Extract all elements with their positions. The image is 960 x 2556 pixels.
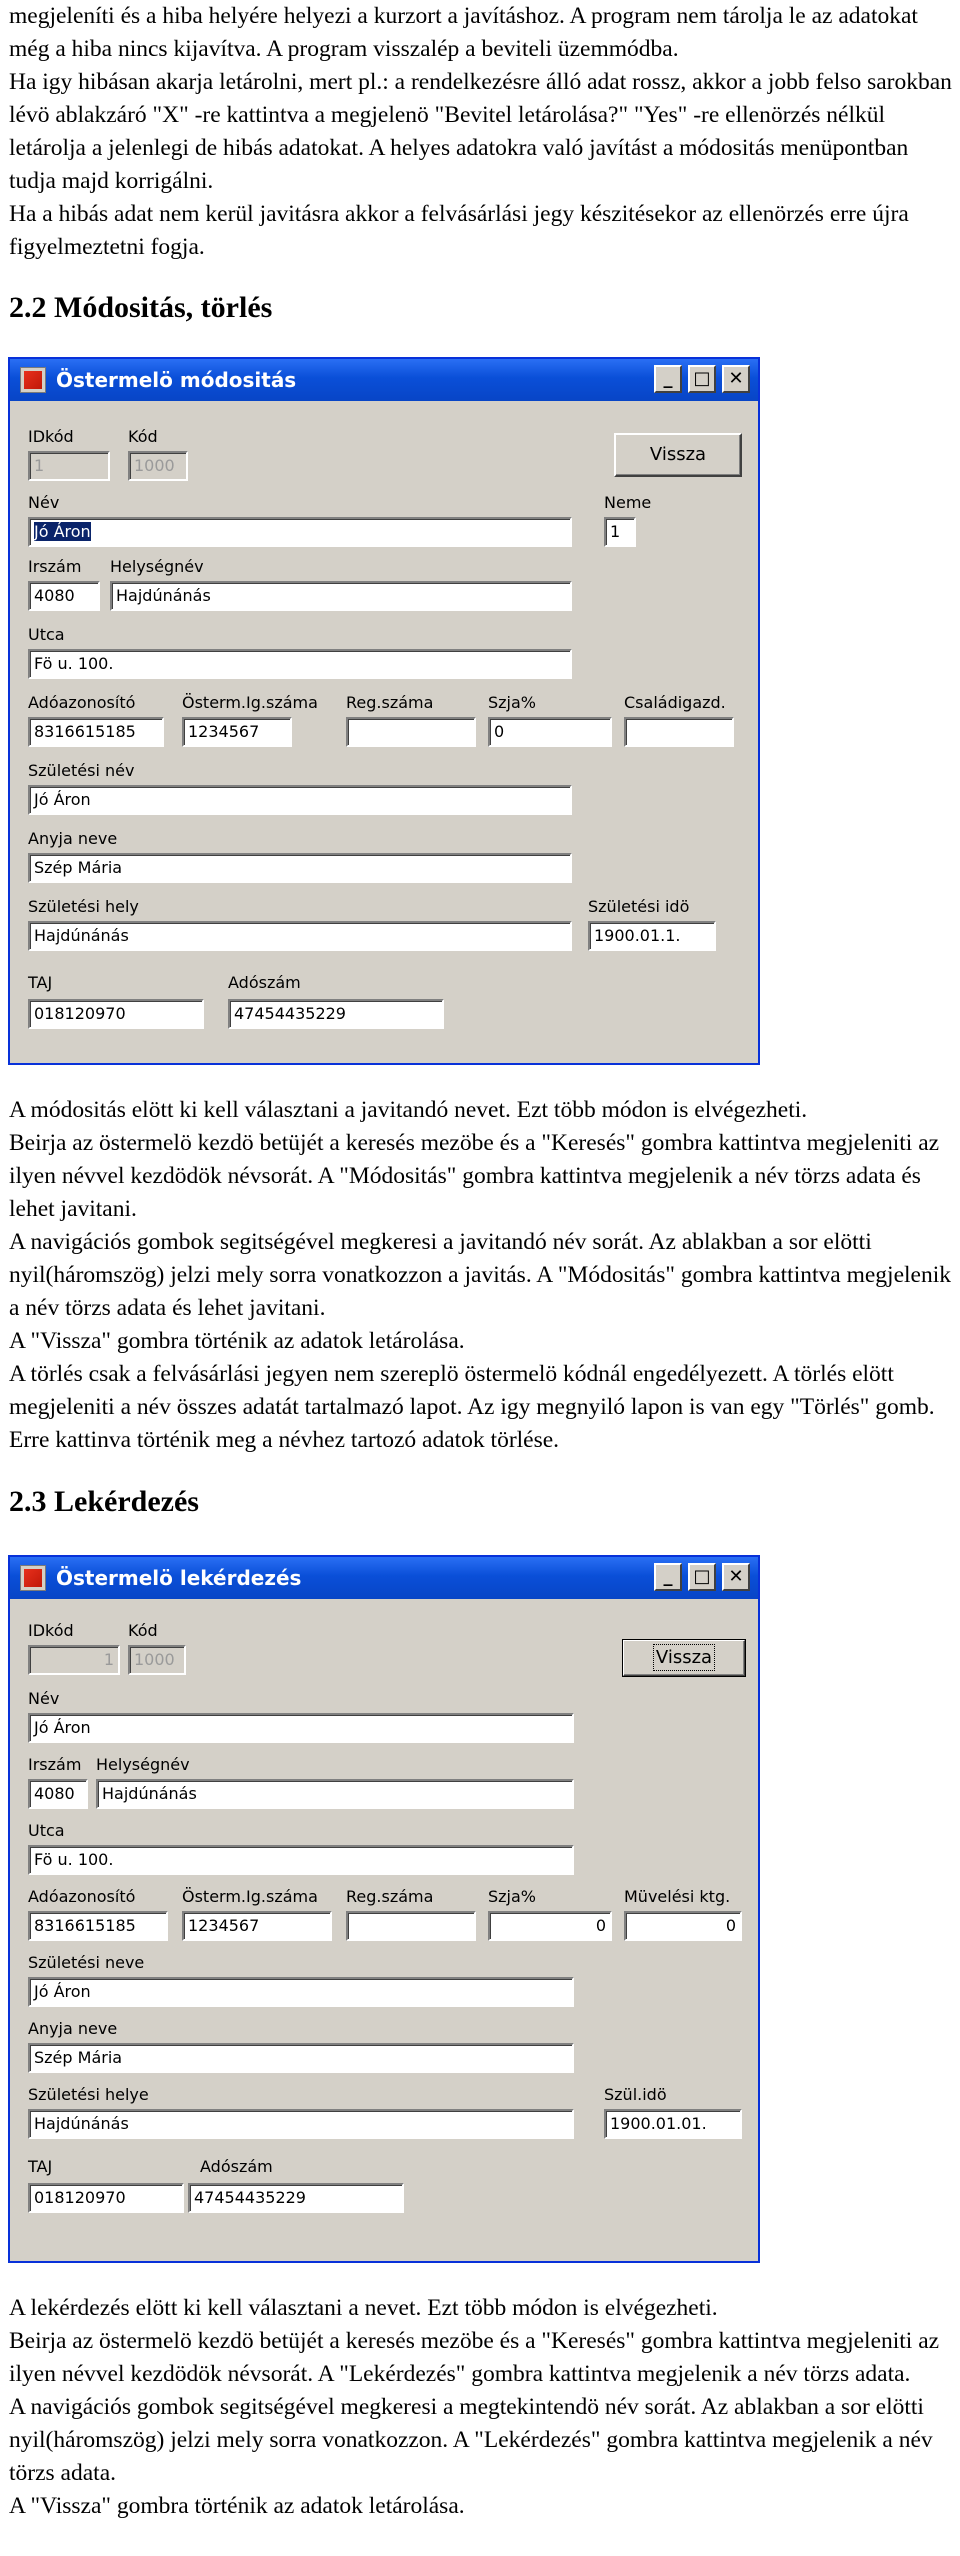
- text-paragraph: A navigációs gombok segitségével megkeresi a megtekintendö név sorát. Az ablakban a sor elötti nyil(háromszög) jelzi mely sorra vonatkozzon. A "Lekérdezés" gombra kattintva megjelenik a név törzs adata.: [9, 2394, 933, 2486]
- label-helysegnev: Helységnév: [96, 1755, 190, 1774]
- nev-field: Jó Áron: [28, 1713, 574, 1743]
- kod-field: 1000: [128, 1645, 186, 1675]
- text-paragraph: Beirja az östermelö kezdö betüjét a keresés mezöbe és a "Keresés" gombra kattintva megjeleniti az ilyen névvel kezdödök névsorát. A "Lekérdezés" gombra kattintva megjelenik a név törzs adata.: [9, 2328, 940, 2387]
- label-szuletesi-neve: Születési neve: [28, 1953, 145, 1972]
- idkod-field: 1: [28, 451, 110, 481]
- utca-input[interactable]: Fö u. 100.: [28, 649, 572, 679]
- intro-paragraph: Ha igy hibásan akarja letárolni, mert pl.: a rendelkezésre álló adat rossz, akkor a jobb felso sarokban lévö ablakzáró "X" -re kattintva a megjelenö "Bevitel letárolása?" "Yes" -re ellenörzés nélkül letárolja a jelenlegi de hibás adatokat. A helyes adatokra való javítást a módositás menüpontban tudja majd korrigálni.: [9, 69, 952, 194]
- back-button-label: Vissza: [655, 1647, 713, 1668]
- close-button[interactable]: ✕: [722, 365, 750, 393]
- adoazonosito-field: 8316615185: [28, 1911, 168, 1941]
- label-irszam: Irszám: [28, 1755, 82, 1774]
- text-paragraph: A lekérdezés elött ki kell választani a nevet. Ezt több módon is elvégezheti.: [9, 2295, 718, 2321]
- szul-ido-field: 1900.01.01.: [604, 2109, 742, 2139]
- label-neme: Neme: [604, 493, 652, 512]
- label-idkod: IDkód: [28, 427, 74, 446]
- szja-field: 0: [488, 1911, 612, 1941]
- label-ostermelo-ig: Österm.Ig.száma: [182, 1887, 318, 1906]
- label-szja: Szja%: [488, 693, 537, 712]
- label-muvelesi: Müvelési ktg.: [624, 1887, 731, 1906]
- label-utca: Utca: [28, 1821, 65, 1840]
- text-paragraph: A navigációs gombok segitségével megkeresi a javitandó név sorát. Az ablakban a sor elötti nyil(háromszög) jelzi mely sorra vonatkozzon a javitás. A "Módositás" gombra kattintva megjelenik a név törzs adata és lehet javitani.: [9, 1229, 951, 1321]
- idkod-field: 1: [28, 1645, 120, 1675]
- taj-field: 018120970: [28, 2183, 184, 2213]
- szuletesi-nev-input[interactable]: Jó Áron: [28, 785, 572, 815]
- szuletesi-hely-input[interactable]: Hajdúnánás: [28, 921, 572, 951]
- adoazonosito-input[interactable]: 8316615185: [28, 717, 164, 747]
- label-nev: Név: [28, 493, 60, 512]
- window-title: Östermelö lekérdezés: [56, 1566, 302, 1590]
- label-irszam: Irszám: [28, 557, 82, 576]
- modify-dialog: [8, 357, 760, 1065]
- label-ostermelo-ig: Österm.Ig.száma: [182, 693, 318, 712]
- reg-szama-field: [346, 1911, 476, 1941]
- label-utca: Utca: [28, 625, 65, 644]
- text-paragraph: Beirja az östermelö kezdö betüjét a keresés mezöbe és a "Keresés" gombra kattintva megjeleniti az ilyen névvel kezdödök névsorát. A "Módositás" gombra kattintva megjelenik a név törzs adata és lehet javitani.: [9, 1130, 940, 1222]
- nev-input[interactable]: [28, 517, 572, 547]
- muvelesi-field: 0: [624, 1911, 742, 1941]
- text-paragraph: A törlés csak a felvásárlási jegyen nem szereplö östermelö kódnál engedélyezett. A törlés elött megjeleniti a név összes adatát tartalmazó lapot. Az igy megnyiló lapon is van egy "Törlés" gomb. Erre kattinva történik meg a névhez tartozó adatok törlése.: [9, 1361, 935, 1453]
- helysegnev-field: Hajdúnánás: [96, 1779, 574, 1809]
- back-button[interactable]: [622, 1639, 746, 1677]
- back-button[interactable]: [614, 433, 742, 477]
- szuletesi-hely-field: Hajdúnánás: [28, 2109, 574, 2139]
- anyja-neve-input[interactable]: Szép Mária: [28, 853, 572, 883]
- taj-input[interactable]: 018120970: [28, 999, 204, 1029]
- irszam-field: 4080: [28, 1779, 88, 1809]
- minimize-button[interactable]: _: [654, 365, 682, 393]
- label-csaladigazd: Családigazd.: [624, 693, 726, 712]
- csaladigazd-input[interactable]: [624, 717, 734, 747]
- szuletesi-ido-input[interactable]: 1900.01.1.: [588, 921, 716, 951]
- text-paragraph: A "Vissza" gombra történik az adatok letárolása.: [9, 1328, 465, 1354]
- ostermelo-ig-input[interactable]: 1234567: [182, 717, 292, 747]
- szuletesi-neve-field: Jó Áron: [28, 1977, 574, 2007]
- label-szuletesi-ido: Születési idö: [588, 897, 690, 916]
- nev-value: Jó Áron: [34, 522, 91, 541]
- intro-paragraph: megjeleníti és a hiba helyére helyezi a kurzort a javításhoz. A program nem tárolja le az adatokat még a hiba nincs kijavítva. A program visszalép a beviteli üzemmódba.: [9, 3, 918, 62]
- intro-paragraph: Ha a hibás adat nem kerül javitásra akkor a felvásárlási jegy készitésekor az ellenörzés erre újra figyelmeztetni fogja.: [9, 201, 909, 260]
- irszam-input[interactable]: 4080: [28, 581, 100, 611]
- adoszam-input[interactable]: 47454435229: [228, 999, 444, 1029]
- utca-field: Fö u. 100.: [28, 1845, 574, 1875]
- label-taj: TAJ: [28, 973, 53, 992]
- label-szja: Szja%: [488, 1887, 537, 1906]
- neme-input[interactable]: 1: [604, 517, 636, 547]
- label-kod: Kód: [128, 427, 158, 446]
- label-szuletesi-hely: Születési hely: [28, 897, 139, 916]
- reg-szama-input[interactable]: [346, 717, 476, 747]
- back-button-label: Vissza: [649, 444, 707, 465]
- label-reg-szama: Reg.száma: [346, 693, 434, 712]
- modify-description: [9, 1094, 954, 1457]
- label-adoszam: Adószám: [200, 2157, 273, 2176]
- text-paragraph: A módositás elött ki kell választani a javitandó nevet. Ezt több módon is elvégezheti.: [9, 1097, 808, 1123]
- intro-text: [9, 0, 954, 264]
- ostermelo-ig-field: 1234567: [182, 1911, 332, 1941]
- label-anyja-neve: Anyja neve: [28, 2019, 118, 2038]
- text-paragraph: A "Vissza" gombra történik az adatok letárolása.: [9, 2493, 465, 2519]
- query-description: [9, 2292, 954, 2523]
- label-idkod: IDkód: [28, 1621, 74, 1640]
- query-dialog: [8, 1555, 760, 2263]
- label-reg-szama: Reg.száma: [346, 1887, 434, 1906]
- app-icon: [20, 367, 46, 393]
- label-adoazonosito: Adóazonosító: [28, 1887, 136, 1906]
- label-adoazonosito: Adóazonosító: [28, 693, 136, 712]
- label-nev: Név: [28, 1689, 60, 1708]
- section-heading-modify: 2.2 Módositás, törlés: [9, 291, 273, 324]
- close-button[interactable]: ✕: [722, 1563, 750, 1591]
- label-kod: Kód: [128, 1621, 158, 1640]
- anyja-neve-field: Szép Mária: [28, 2043, 574, 2073]
- maximize-button[interactable]: □: [688, 1563, 716, 1591]
- section-heading-query: 2.3 Lekérdezés: [9, 1485, 199, 1518]
- kod-field: 1000: [128, 451, 188, 481]
- helysegnev-input[interactable]: Hajdúnánás: [110, 581, 572, 611]
- app-icon: [20, 1565, 46, 1591]
- label-helysegnev: Helységnév: [110, 557, 204, 576]
- label-anyja-neve: Anyja neve: [28, 829, 118, 848]
- label-taj: TAJ: [28, 2157, 53, 2176]
- szja-input[interactable]: 0: [488, 717, 612, 747]
- window-title: Östermelö módositás: [56, 368, 297, 392]
- minimize-button[interactable]: _: [654, 1563, 682, 1591]
- maximize-button[interactable]: □: [688, 365, 716, 393]
- label-szuletesi-hely: Születési helye: [28, 2085, 149, 2104]
- adoszam-field: 47454435229: [188, 2183, 404, 2213]
- label-szuletesi-nev: Születési név: [28, 761, 135, 780]
- label-adoszam: Adószám: [228, 973, 301, 992]
- title-bar[interactable]: [10, 359, 758, 401]
- title-bar[interactable]: [10, 1557, 758, 1599]
- label-szul-ido: Szül.idö: [604, 2085, 667, 2104]
